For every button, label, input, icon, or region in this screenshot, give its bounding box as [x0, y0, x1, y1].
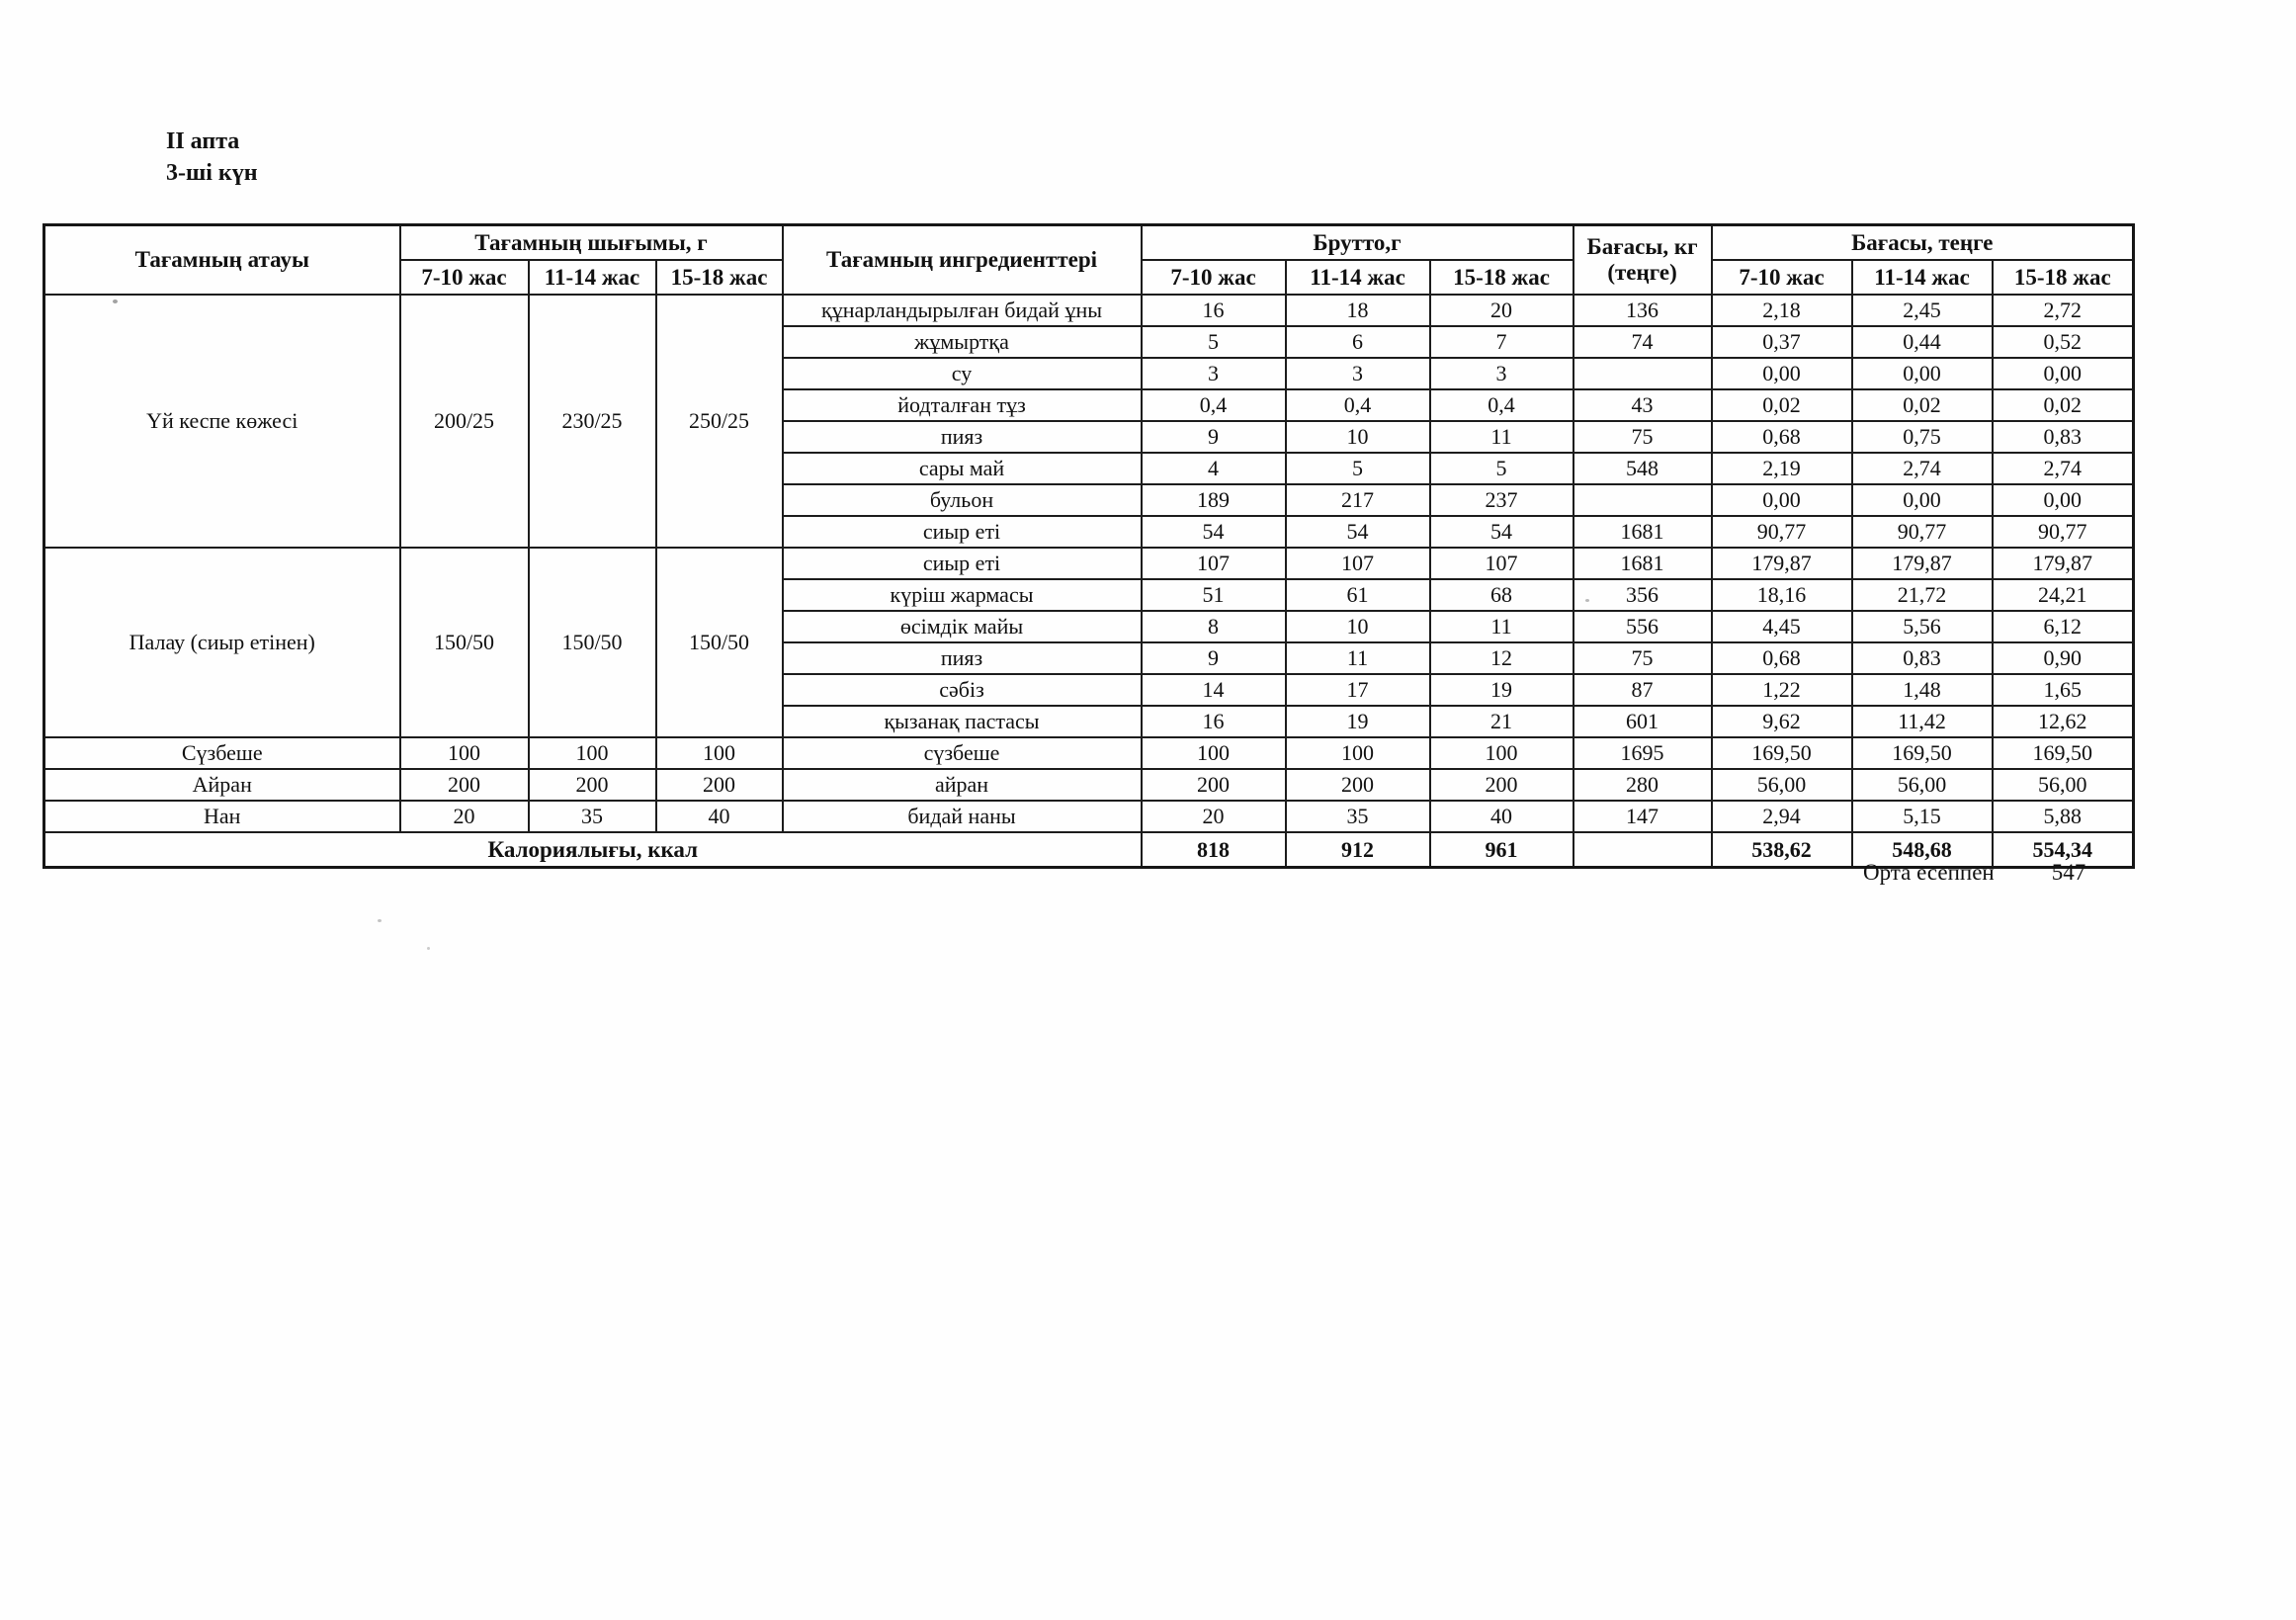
price-cell: 0,00 [1852, 358, 1993, 389]
price-cell: 179,87 [1993, 548, 2134, 579]
ingredient-name-cell: йодталған тұз [783, 389, 1142, 421]
brutto-cell: 20 [1142, 801, 1286, 832]
brutto-cell: 6 [1286, 326, 1430, 358]
brutto-cell: 51 [1142, 579, 1286, 611]
price-kg-cell: 601 [1573, 706, 1712, 737]
brutto-cell: 217 [1286, 484, 1430, 516]
price-cell: 5,56 [1852, 611, 1993, 642]
brutto-cell: 68 [1430, 579, 1573, 611]
output-cell: 250/25 [656, 295, 783, 548]
price-cell: 0,68 [1712, 642, 1852, 674]
price-cell: 0,02 [1852, 389, 1993, 421]
price-kg-cell: 1681 [1573, 516, 1712, 548]
brutto-cell: 11 [1286, 642, 1430, 674]
output-cell: 200 [656, 769, 783, 801]
price-kg-line1: Бағасы, кг [1586, 234, 1698, 259]
price-cell: 0,00 [1993, 358, 2134, 389]
average-label: Орта есеппен [1863, 860, 1995, 885]
age-col-output-2: 11-14 жас [529, 260, 656, 295]
output-cell: 200 [529, 769, 656, 801]
price-cell: 56,00 [1993, 769, 2134, 801]
price-cell: 90,77 [1712, 516, 1852, 548]
output-cell: 150/50 [529, 548, 656, 737]
brutto-cell: 200 [1142, 769, 1286, 801]
output-cell: 150/50 [656, 548, 783, 737]
dish-name-cell: Нан [44, 801, 400, 832]
ingredient-name-cell: пияз [783, 642, 1142, 674]
price-cell: 56,00 [1852, 769, 1993, 801]
calories-price-kg-cell [1573, 832, 1712, 868]
brutto-cell: 7 [1430, 326, 1573, 358]
price-kg-cell: 147 [1573, 801, 1712, 832]
output-cell: 100 [400, 737, 529, 769]
brutto-cell: 3 [1430, 358, 1573, 389]
title-week: II апта [166, 128, 240, 154]
col-header-price-kg [1573, 225, 1712, 296]
ingredient-name-cell: қызанақ пастасы [783, 706, 1142, 737]
ingredient-name-cell: бидай наны [783, 801, 1142, 832]
brutto-cell: 100 [1142, 737, 1286, 769]
age-col-price-2: 11-14 жас [1852, 260, 1993, 295]
price-kg-cell: 75 [1573, 642, 1712, 674]
brutto-cell: 0,4 [1286, 389, 1430, 421]
price-cell: 9,62 [1712, 706, 1852, 737]
brutto-cell: 100 [1430, 737, 1573, 769]
price-cell: 4,45 [1712, 611, 1852, 642]
price-kg-cell: 74 [1573, 326, 1712, 358]
age-col-price-1: 7-10 жас [1712, 260, 1852, 295]
brutto-cell: 5 [1286, 453, 1430, 484]
ingredient-name-cell: өсімдік майы [783, 611, 1142, 642]
price-cell: 24,21 [1993, 579, 2134, 611]
price-cell: 2,45 [1852, 295, 1993, 326]
calories-value: 818 [1142, 832, 1286, 868]
calories-total-price: 538,62 [1712, 832, 1852, 868]
dish-name-cell: Палау (сиыр етінен) [44, 548, 400, 737]
price-cell: 0,90 [1993, 642, 2134, 674]
calories-value: 961 [1430, 832, 1573, 868]
age-col-brutto-1: 7-10 жас [1142, 260, 1286, 295]
scan-speck [1585, 599, 1589, 602]
price-cell: 2,19 [1712, 453, 1852, 484]
brutto-cell: 16 [1142, 295, 1286, 326]
calories-value: 912 [1286, 832, 1430, 868]
price-cell: 0,00 [1852, 484, 1993, 516]
price-cell: 0,52 [1993, 326, 2134, 358]
brutto-cell: 61 [1286, 579, 1430, 611]
brutto-cell: 12 [1430, 642, 1573, 674]
table-row [44, 295, 2134, 326]
table-body [44, 295, 2134, 868]
ingredient-name-cell: жұмыртқа [783, 326, 1142, 358]
table-header [44, 225, 2134, 296]
price-kg-cell [1573, 358, 1712, 389]
brutto-cell: 54 [1142, 516, 1286, 548]
dish-name-cell: Айран [44, 769, 400, 801]
brutto-cell: 11 [1430, 421, 1573, 453]
price-cell: 0,75 [1852, 421, 1993, 453]
price-cell: 0,02 [1712, 389, 1852, 421]
price-kg-cell: 1681 [1573, 548, 1712, 579]
price-cell: 169,50 [1712, 737, 1852, 769]
table-row [44, 737, 2134, 769]
price-cell: 0,02 [1993, 389, 2134, 421]
brutto-cell: 9 [1142, 642, 1286, 674]
price-cell: 0,00 [1712, 358, 1852, 389]
age-col-brutto-3: 15-18 жас [1430, 260, 1573, 295]
brutto-cell: 19 [1286, 706, 1430, 737]
brutto-cell: 107 [1286, 548, 1430, 579]
table-row [44, 769, 2134, 801]
brutto-cell: 237 [1430, 484, 1573, 516]
ingredient-name-cell: бульон [783, 484, 1142, 516]
price-cell: 1,65 [1993, 674, 2134, 706]
output-cell: 200/25 [400, 295, 529, 548]
price-cell: 1,48 [1852, 674, 1993, 706]
brutto-cell: 54 [1286, 516, 1430, 548]
output-cell: 100 [656, 737, 783, 769]
ingredient-name-cell: пияз [783, 421, 1142, 453]
price-kg-cell: 356 [1573, 579, 1712, 611]
price-cell: 169,50 [1993, 737, 2134, 769]
brutto-cell: 0,4 [1430, 389, 1573, 421]
output-cell: 35 [529, 801, 656, 832]
price-cell: 18,16 [1712, 579, 1852, 611]
age-col-output-3: 15-18 жас [656, 260, 783, 295]
table-row [44, 801, 2134, 832]
scan-speck [378, 919, 382, 922]
brutto-cell: 5 [1142, 326, 1286, 358]
ingredient-name-cell: сиыр еті [783, 548, 1142, 579]
average-value: 547 [2051, 860, 2086, 885]
brutto-cell: 19 [1430, 674, 1573, 706]
price-cell: 5,88 [1993, 801, 2134, 832]
document-title [166, 127, 258, 189]
brutto-cell: 10 [1286, 611, 1430, 642]
brutto-cell: 107 [1142, 548, 1286, 579]
title-day: 3-ші күн [166, 159, 258, 186]
brutto-cell: 18 [1286, 295, 1430, 326]
header-row-1 [44, 225, 2134, 261]
price-kg-cell: 548 [1573, 453, 1712, 484]
price-cell: 12,62 [1993, 706, 2134, 737]
price-cell: 169,50 [1852, 737, 1993, 769]
price-cell: 0,00 [1712, 484, 1852, 516]
col-header-price-tenge: Бағасы, теңге [1712, 225, 2134, 261]
price-kg-cell: 136 [1573, 295, 1712, 326]
brutto-cell: 200 [1430, 769, 1573, 801]
price-cell: 0,83 [1993, 421, 2134, 453]
col-header-brutto: Брутто,г [1142, 225, 1573, 261]
price-kg-cell [1573, 484, 1712, 516]
price-cell: 0,83 [1852, 642, 1993, 674]
brutto-cell: 200 [1286, 769, 1430, 801]
age-col-price-3: 15-18 жас [1993, 260, 2134, 295]
brutto-cell: 4 [1142, 453, 1286, 484]
average-footnote [1863, 860, 2085, 886]
price-kg-cell: 75 [1573, 421, 1712, 453]
price-cell: 2,18 [1712, 295, 1852, 326]
brutto-cell: 8 [1142, 611, 1286, 642]
output-cell: 40 [656, 801, 783, 832]
brutto-cell: 11 [1430, 611, 1573, 642]
price-cell: 2,74 [1993, 453, 2134, 484]
age-col-brutto-2: 11-14 жас [1286, 260, 1430, 295]
calories-row [44, 832, 2134, 868]
price-cell: 21,72 [1852, 579, 1993, 611]
price-cell: 0,68 [1712, 421, 1852, 453]
table-row [44, 548, 2134, 579]
brutto-cell: 10 [1286, 421, 1430, 453]
price-kg-line2: (теңге) [1607, 260, 1677, 285]
calories-total-price: 554,34 [1993, 832, 2134, 868]
brutto-cell: 100 [1286, 737, 1430, 769]
ingredient-name-cell: сәбіз [783, 674, 1142, 706]
col-header-dish-name: Тағамның атауы [44, 225, 400, 296]
brutto-cell: 5 [1430, 453, 1573, 484]
brutto-cell: 14 [1142, 674, 1286, 706]
price-cell: 90,77 [1993, 516, 2134, 548]
col-header-output: Тағамның шығымы, г [400, 225, 783, 261]
ingredient-name-cell: күріш жармасы [783, 579, 1142, 611]
output-cell: 230/25 [529, 295, 656, 548]
price-cell: 2,72 [1993, 295, 2134, 326]
brutto-cell: 16 [1142, 706, 1286, 737]
ingredient-name-cell: айран [783, 769, 1142, 801]
ingredient-name-cell: су [783, 358, 1142, 389]
price-kg-cell: 87 [1573, 674, 1712, 706]
brutto-cell: 17 [1286, 674, 1430, 706]
output-cell: 100 [529, 737, 656, 769]
price-kg-cell: 1695 [1573, 737, 1712, 769]
price-cell: 11,42 [1852, 706, 1993, 737]
scan-speck [427, 947, 430, 950]
brutto-cell: 20 [1430, 295, 1573, 326]
price-kg-cell: 280 [1573, 769, 1712, 801]
price-cell: 0,37 [1712, 326, 1852, 358]
price-cell: 56,00 [1712, 769, 1852, 801]
output-cell: 200 [400, 769, 529, 801]
price-kg-cell: 556 [1573, 611, 1712, 642]
brutto-cell: 21 [1430, 706, 1573, 737]
scan-speck [113, 299, 118, 303]
ingredient-name-cell: сүзбеше [783, 737, 1142, 769]
output-cell: 150/50 [400, 548, 529, 737]
price-cell: 0,00 [1993, 484, 2134, 516]
price-cell: 179,87 [1712, 548, 1852, 579]
brutto-cell: 189 [1142, 484, 1286, 516]
ingredient-name-cell: құнарландырылған бидай ұны [783, 295, 1142, 326]
price-cell: 2,94 [1712, 801, 1852, 832]
price-cell: 90,77 [1852, 516, 1993, 548]
calories-label: Калориялығы, ккал [44, 832, 1142, 868]
brutto-cell: 3 [1286, 358, 1430, 389]
price-cell: 6,12 [1993, 611, 2134, 642]
calories-total-price: 548,68 [1852, 832, 1993, 868]
output-cell: 20 [400, 801, 529, 832]
col-header-ingredients: Тағамның ингредиенттері [783, 225, 1142, 296]
price-cell: 2,74 [1852, 453, 1993, 484]
price-cell: 5,15 [1852, 801, 1993, 832]
dish-name-cell: Сүзбеше [44, 737, 400, 769]
dish-name-cell: Үй кеспе көжесі [44, 295, 400, 548]
brutto-cell: 40 [1430, 801, 1573, 832]
age-col-output-1: 7-10 жас [400, 260, 529, 295]
menu-table [43, 223, 2135, 869]
brutto-cell: 54 [1430, 516, 1573, 548]
brutto-cell: 107 [1430, 548, 1573, 579]
brutto-cell: 0,4 [1142, 389, 1286, 421]
brutto-cell: 3 [1142, 358, 1286, 389]
price-cell: 0,44 [1852, 326, 1993, 358]
brutto-cell: 9 [1142, 421, 1286, 453]
price-kg-cell: 43 [1573, 389, 1712, 421]
ingredient-name-cell: сары май [783, 453, 1142, 484]
price-cell: 179,87 [1852, 548, 1993, 579]
ingredient-name-cell: сиыр еті [783, 516, 1142, 548]
brutto-cell: 35 [1286, 801, 1430, 832]
price-cell: 1,22 [1712, 674, 1852, 706]
